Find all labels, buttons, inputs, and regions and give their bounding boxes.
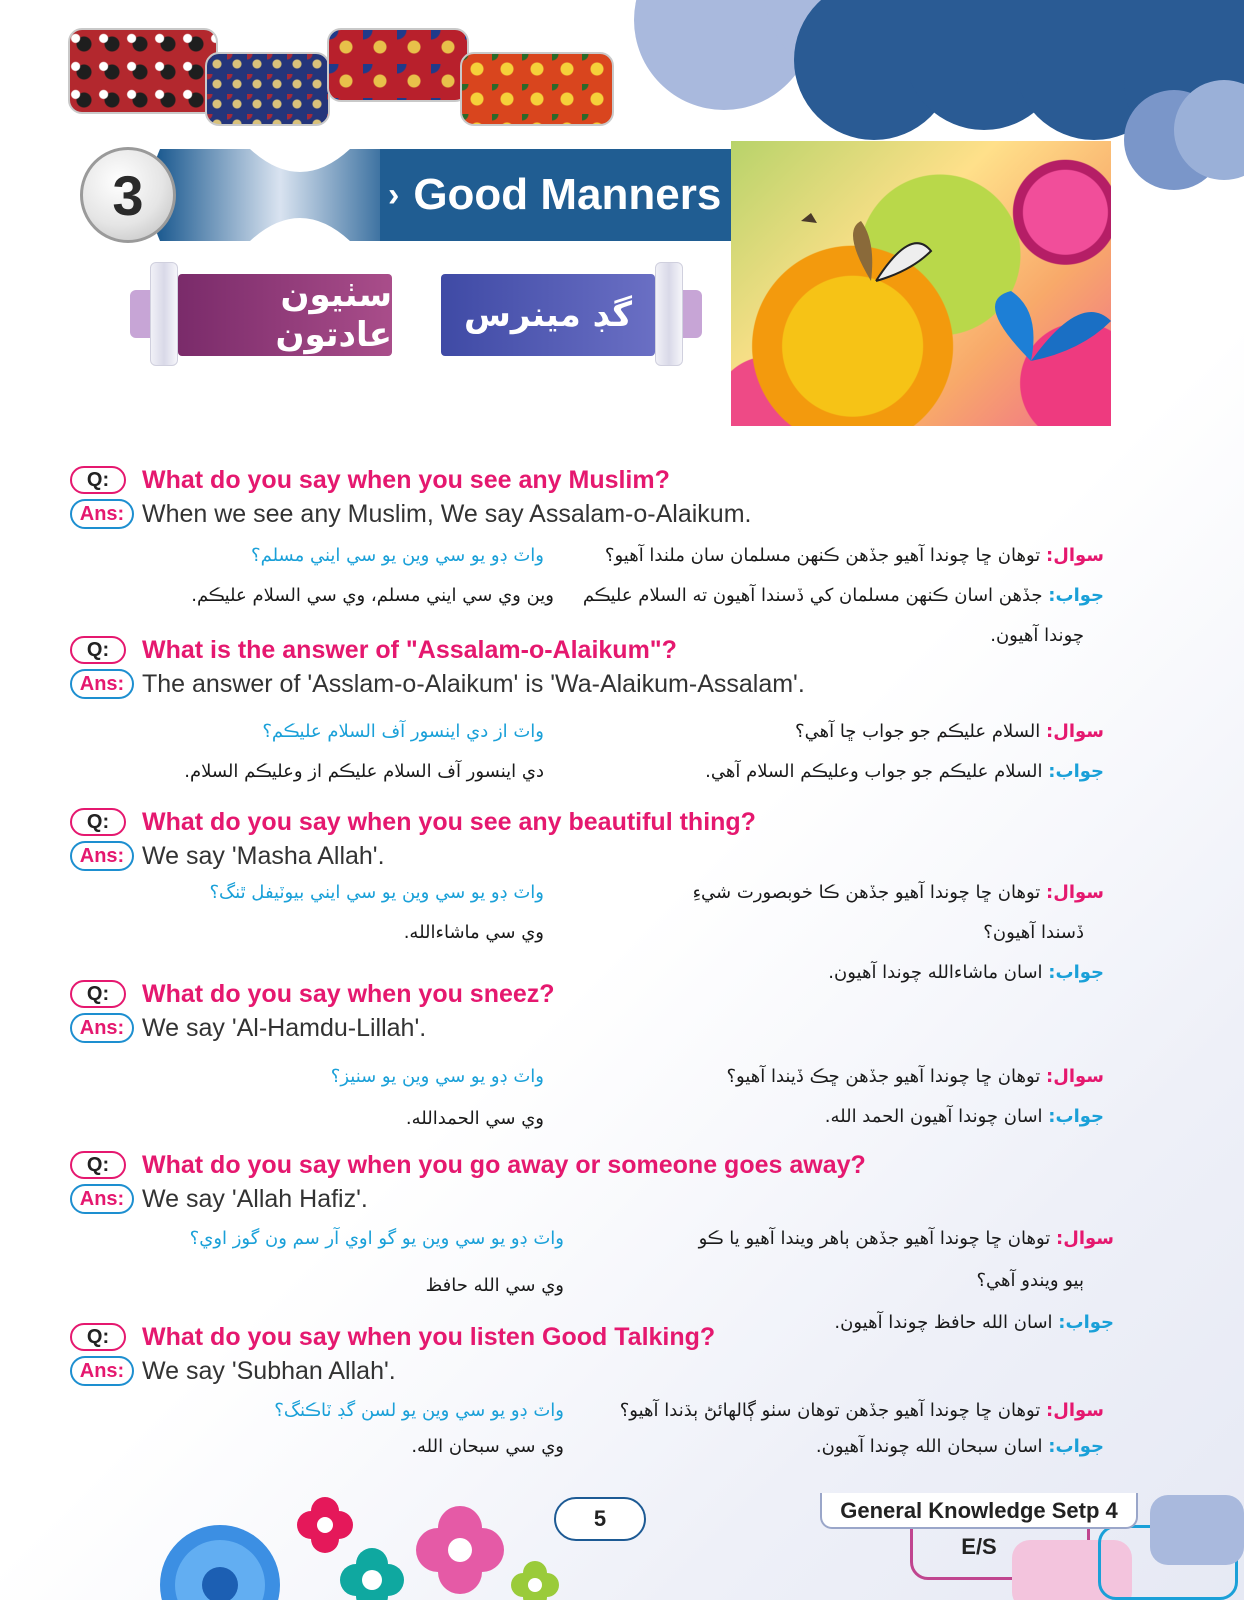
- sindhi-answer-line2: چوندا آهيون.: [990, 625, 1084, 646]
- sindhi-translit-question: واٽ ڊو يو سي وين يو سي ايني بيوٽيفل ٿنگ؟: [209, 882, 544, 903]
- sindhi-q-text: توهان ڇا چوندا آهيو جڏهن ڪنهن مسلمان سان ملندا آهيو؟: [604, 545, 1041, 566]
- sindhi-a-label: جواب:: [1048, 585, 1104, 606]
- sindhi-a-text: اسان چوندا آهيون الحمد الله.: [824, 1106, 1043, 1127]
- answer-text: The answer of 'Asslam-o-Alaikum' is 'Wa-Alaikum-Assalam'.: [142, 669, 805, 698]
- sindhi-translit-answer: وي سي الحمدالله.: [405, 1108, 544, 1129]
- sindhi-a-text: السلام عليڪم جو جواب وعليڪم السلام آهي.: [705, 761, 1043, 782]
- sindhi-question: [620, 1400, 1104, 1421]
- sindhi-q-label: سوال:: [1046, 882, 1104, 903]
- qa-item: [70, 805, 1170, 873]
- sindhi-q-text: توهان ڇا چوندا آهيو جڏهن ٻاهر ويندا آهيو يا ڪو: [698, 1228, 1051, 1249]
- question-text: What do you say when you listen Good Talking?: [142, 1322, 716, 1351]
- sindhi-title-2: گڊ مينرس: [441, 274, 655, 356]
- sindhi-a-text: جڏهن اسان ڪنهن مسلمان کي ڏسندا آهيون ته السلام عليڪم: [582, 585, 1043, 606]
- sindhi-translit-answer: وي سي ماشاءالله.: [403, 922, 544, 943]
- question-text: What do you say when you go away or someone goes away?: [142, 1150, 866, 1179]
- question-badge: Q:: [70, 808, 126, 836]
- answer-badge: Ans:: [70, 1356, 134, 1386]
- question-badge: Q:: [70, 1151, 126, 1179]
- sindhi-translit-answer: وي سي الله حافظ: [425, 1275, 564, 1296]
- flower-decoration: [150, 1490, 590, 1600]
- sindhi-answer: [816, 1436, 1104, 1457]
- sindhi-translit-answer: وي سي سبحان الله.: [411, 1436, 564, 1457]
- butterfly-icon: [731, 141, 1111, 426]
- book-title: General Knowledge Setp 4 E/S: [820, 1493, 1138, 1529]
- sindhi-a-label: جواب:: [1048, 761, 1104, 782]
- question-text: What do you say when you see any Muslim?: [142, 465, 670, 494]
- sindhi-translit-answer: وين وي سي ايني مسلم، وي سي السلام عليڪم.: [191, 585, 554, 606]
- sindhi-answer: [705, 761, 1104, 782]
- pattern-tile: [327, 28, 469, 102]
- qa-item: [70, 977, 1170, 1045]
- sindhi-answer: [825, 1106, 1104, 1127]
- page-title: Good Manners: [413, 170, 722, 219]
- answer-badge: Ans:: [70, 841, 134, 871]
- page-number: 5: [554, 1497, 646, 1541]
- answer-text: When we see any Muslim, We say Assalam-o-Alaikum.: [142, 499, 752, 528]
- question-text: What do you say when you sneez?: [142, 979, 555, 1008]
- sindhi-a-text: اسان ماشاءالله چوندا آهيون.: [828, 962, 1043, 983]
- qa-item: [70, 1148, 1170, 1216]
- answer-text: We say 'Allah Hafiz'.: [142, 1184, 368, 1213]
- chapter-number: 3: [80, 147, 176, 243]
- butterfly-flower-photo: [731, 141, 1111, 426]
- answer-badge: Ans:: [70, 669, 134, 699]
- sindhi-q-label: سوال:: [1046, 1066, 1104, 1087]
- sindhi-answer: [583, 585, 1104, 606]
- chapter-banner: [80, 145, 720, 245]
- answer-text: We say 'Masha Allah'.: [142, 841, 385, 870]
- sindhi-q-label: سوال:: [1056, 1228, 1114, 1249]
- chevron-right-icon: ›: [388, 175, 400, 214]
- question-badge: Q:: [70, 636, 126, 664]
- sindhi-q-text: توهان ڇا چوندا آهيو جڏهن ڪا خوبصورت شيءِ: [692, 882, 1041, 903]
- sindhi-translit-question: واٽ ڊو يو سي وين يو لسن گڊ ٽاڪنگ؟: [274, 1400, 564, 1421]
- sindhi-translit-question: واٽ ڊو يو سي وين يو سنيز؟: [330, 1066, 544, 1087]
- sindhi-a-label: جواب:: [1048, 962, 1104, 983]
- question-badge: Q:: [70, 466, 126, 494]
- pattern-tile: [205, 52, 330, 126]
- answer-badge: Ans:: [70, 1184, 134, 1214]
- sindhi-question: [795, 721, 1104, 742]
- sindhi-a-text: اسان سبحان الله چوندا آهيون.: [815, 1436, 1043, 1457]
- sindhi-a-label: جواب:: [1058, 1312, 1114, 1333]
- sindhi-question: [726, 1066, 1104, 1087]
- pattern-tile: [460, 52, 614, 126]
- sindhi-question: [699, 1228, 1114, 1249]
- question-badge: Q:: [70, 980, 126, 1008]
- qa-item: [70, 463, 1170, 531]
- answer-text: We say 'Al-Hamdu-Lillah'.: [142, 1013, 427, 1042]
- scroll-roller: [655, 262, 683, 366]
- sindhi-q-text: السلام عليڪم جو جواب ڇا آهي؟: [795, 721, 1041, 742]
- sindhi-translit-question: واٽ از دي اينسور آف السلام عليڪم؟: [262, 721, 544, 742]
- sindhi-q-text: توهان ڇا چوندا آهيو جڏهن ڇڪ ڏيندا آهيو؟: [726, 1066, 1041, 1087]
- pattern-tile: [68, 28, 218, 114]
- question-badge: Q:: [70, 1323, 126, 1351]
- sindhi-question-line2: ٻيو ويندو آهي؟: [976, 1270, 1084, 1291]
- sindhi-translit-answer: دي اينسور آف السلام عليڪم از وعليڪم السلام.: [184, 761, 544, 782]
- scroll-roller: [150, 262, 178, 366]
- question-text: What do you say when you see any beautiful thing?: [142, 807, 756, 836]
- question-text: What is the answer of "Assalam-o-Alaikum"?: [142, 635, 677, 664]
- sindhi-title-1: سٺيون عادتون: [178, 274, 392, 356]
- sindhi-a-text: اسان الله حافظ چوندا آهيون.: [834, 1312, 1053, 1333]
- decorative-box: [1150, 1495, 1244, 1565]
- sindhi-question-line2: ڏسندا آهيون؟: [983, 922, 1084, 943]
- qa-item: [70, 633, 1170, 701]
- sindhi-question: [693, 882, 1104, 903]
- sindhi-a-label: جواب:: [1048, 1436, 1104, 1457]
- sindhi-a-label: جواب:: [1048, 1106, 1104, 1127]
- sindhi-translit-question: واٽ ڊو يو سي وين يو سي ايني مسلم؟: [251, 545, 544, 566]
- sindhi-question: [605, 545, 1104, 566]
- sindhi-q-label: سوال:: [1046, 1400, 1104, 1421]
- answer-badge: Ans:: [70, 499, 134, 529]
- sindhi-q-text: توهان ڇا چوندا آهيو جڏهن توهان سٺو ڳالهائڻ ٻڌندا آهيو؟: [619, 1400, 1041, 1421]
- answer-badge: Ans:: [70, 1013, 134, 1043]
- sindhi-q-label: سوال:: [1046, 721, 1104, 742]
- answer-text: We say 'Subhan Allah'.: [142, 1356, 396, 1385]
- qa-item: [70, 1320, 1170, 1388]
- sindhi-q-label: سوال:: [1046, 545, 1104, 566]
- sindhi-translit-question: واٽ ڊو يو سي وين يو گو اوي آر سم ون گوز اوي؟: [189, 1228, 564, 1249]
